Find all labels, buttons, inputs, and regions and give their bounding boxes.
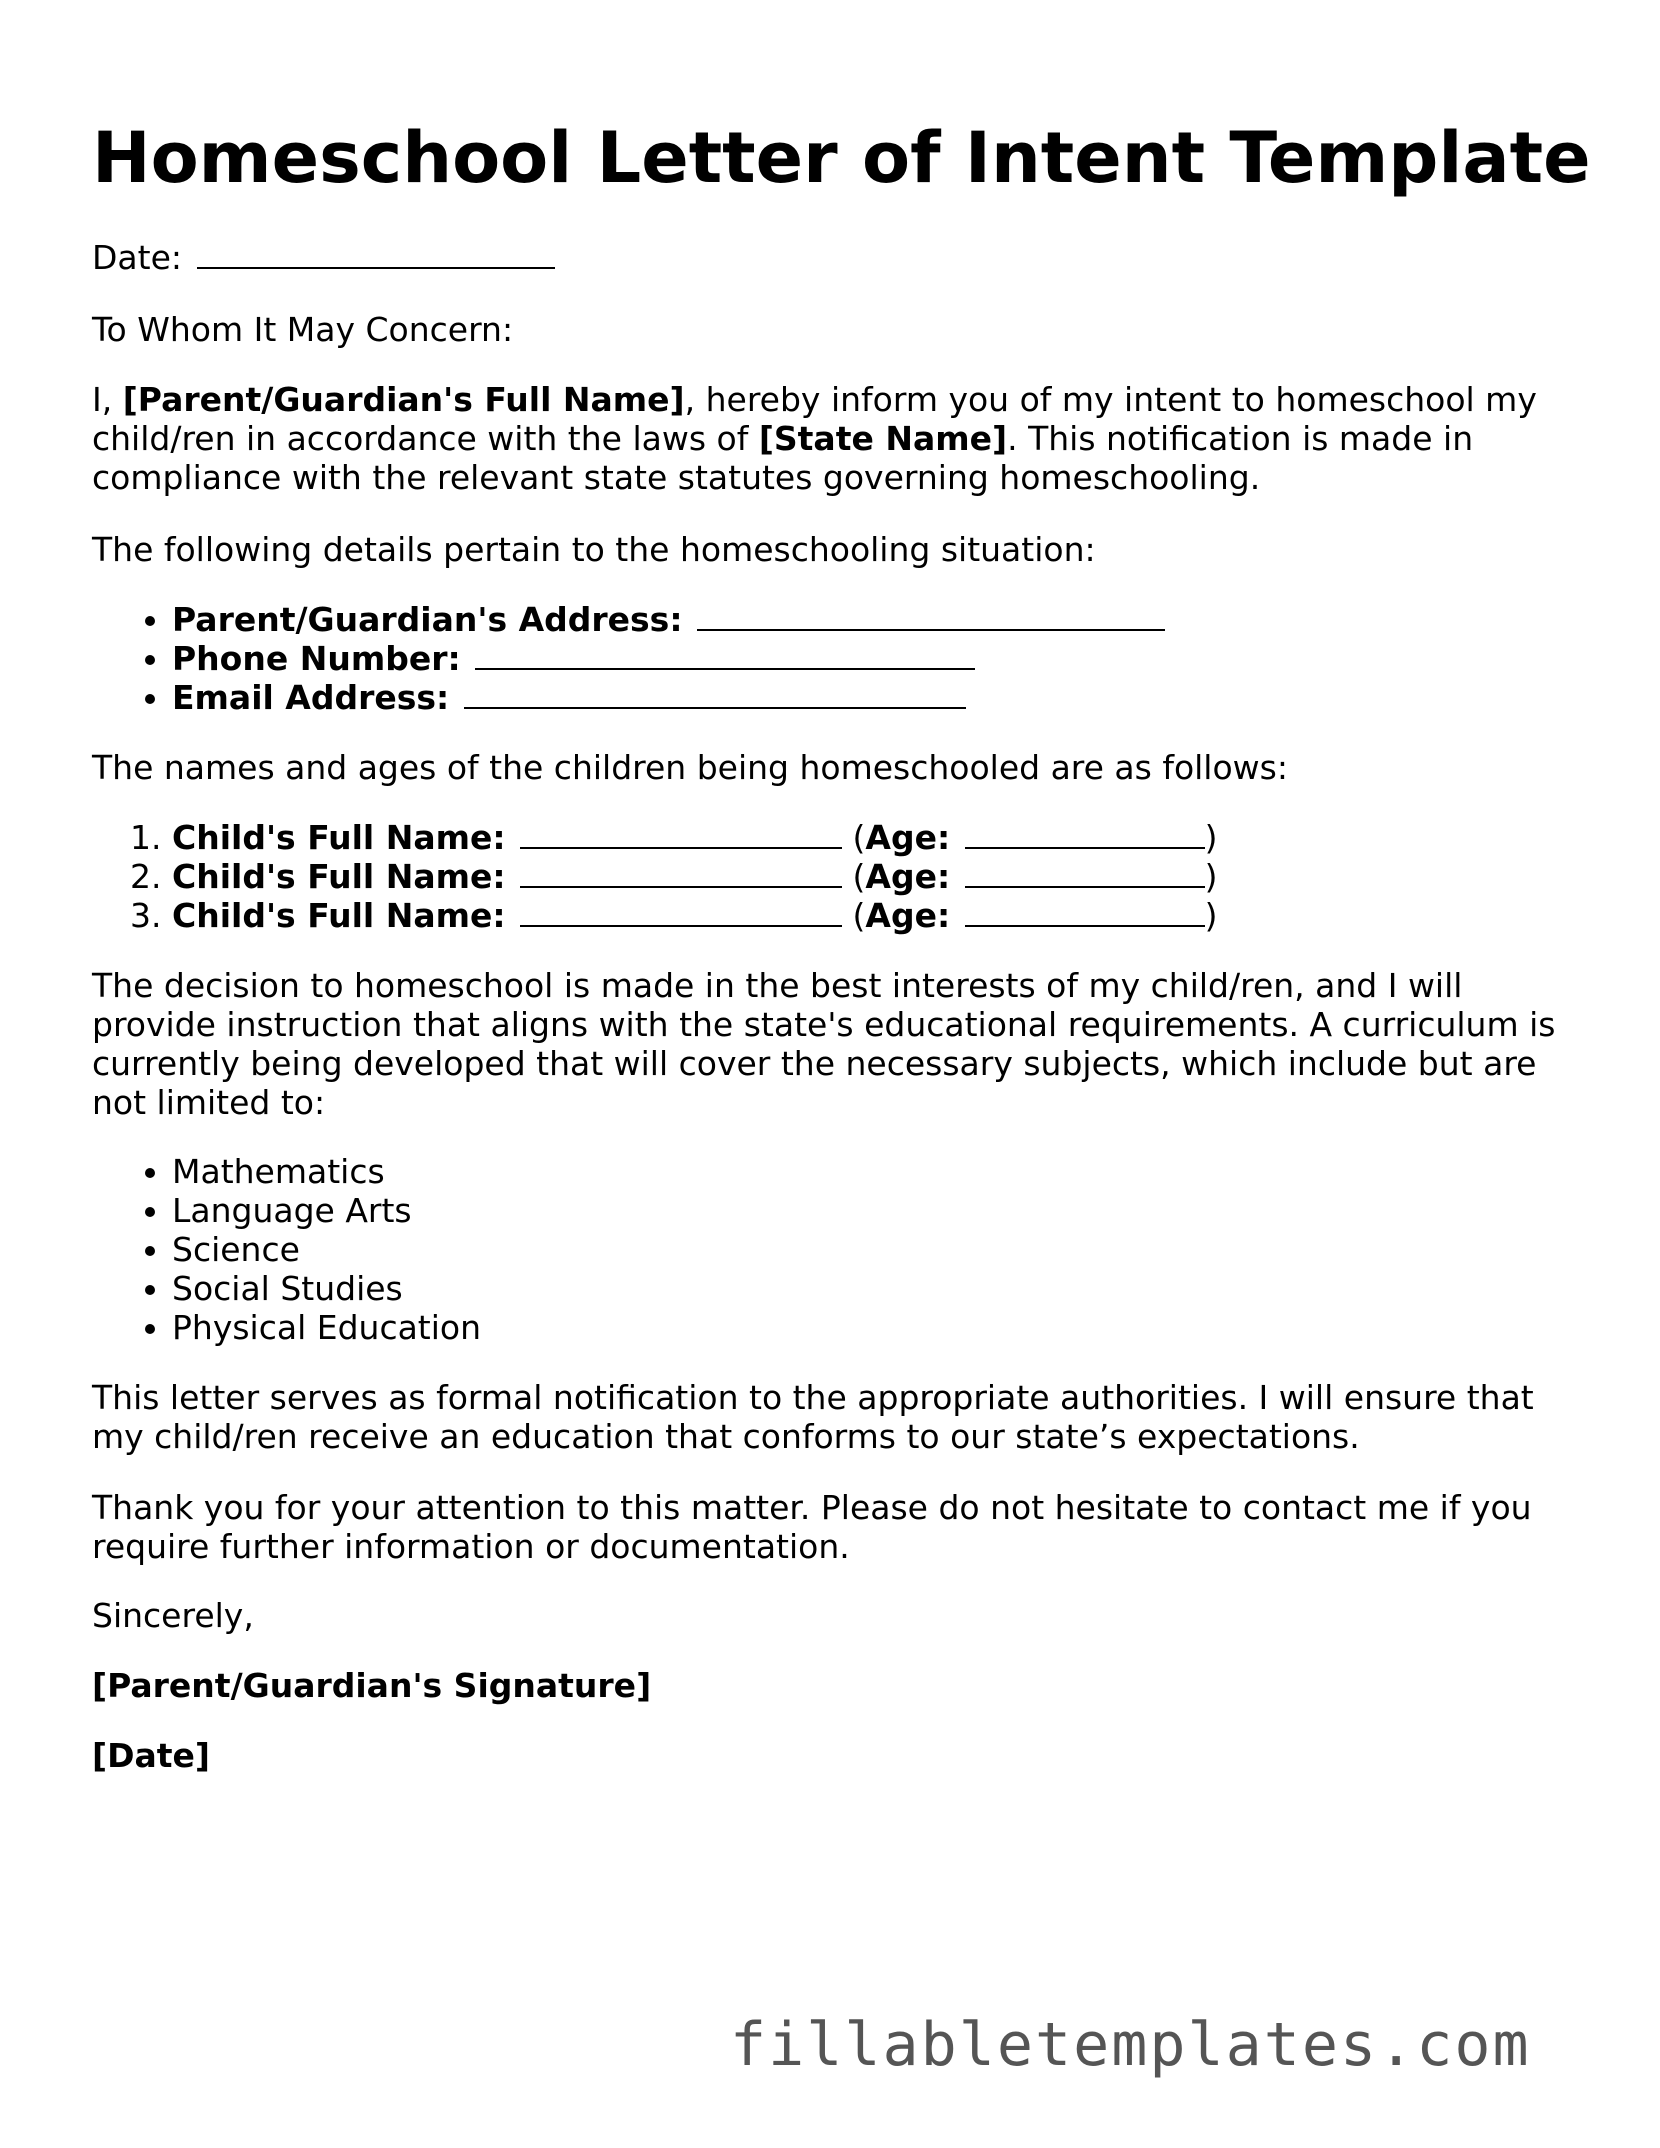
child-age-label: Age: xyxy=(865,818,951,857)
child-name-label: Child's Full Name: xyxy=(172,818,506,857)
detail-phone-label: Phone Number: xyxy=(172,639,461,678)
closing: Sincerely, xyxy=(92,1596,254,1635)
signature-date-placeholder: [Date] xyxy=(92,1736,210,1775)
detail-phone xyxy=(172,639,1652,678)
subject-item: • Physical Education xyxy=(172,1308,1652,1347)
details-list xyxy=(92,600,1652,717)
child-entry: 2. Child's Full Name: (Age: ) xyxy=(172,857,1652,896)
parent-name-placeholder: [Parent/Guardian's Full Name] xyxy=(122,380,685,419)
detail-email xyxy=(172,678,1652,717)
child-entry: 3. Child's Full Name: (Age: ) xyxy=(172,896,1652,935)
subjects-list xyxy=(92,1152,1652,1347)
signature-date-line xyxy=(92,1736,1572,1775)
address-blank[interactable] xyxy=(697,601,1165,631)
date-label: Date: xyxy=(92,238,182,277)
subject-item: • Science xyxy=(172,1230,1652,1269)
detail-email-label: Email Address: xyxy=(172,678,450,717)
subject-item: • Language Arts xyxy=(172,1191,1652,1230)
decision-paragraph: The decision to homeschool is made in the best interests of my child/ren, and I will provide instruction that aligns with the state's educational requirements. A curriculum is currently being developed that will cover the necessary subjects, which include but are not limited to: xyxy=(92,966,1556,1122)
phone-blank[interactable] xyxy=(475,640,975,670)
intro-text-2: , hereby inform you of my intent to homeschool my child/ren in accordance with the laws of xyxy=(92,380,1537,458)
detail-address xyxy=(172,600,1652,639)
child-age-blank[interactable] xyxy=(965,897,1205,927)
intro-text-1: I, xyxy=(92,380,123,419)
intro-paragraph xyxy=(92,380,1572,497)
page-title: Homeschool Letter of Intent Template xyxy=(92,117,1591,199)
state-name-placeholder: [State Name] xyxy=(758,419,1008,458)
child-name-blank[interactable] xyxy=(520,858,842,888)
subject-item: • Mathematics xyxy=(172,1152,1652,1191)
date-blank[interactable] xyxy=(197,239,555,269)
intro-text-3: . This notification is made in compliance with the relevant state statutes governing homeschooling. xyxy=(92,419,1474,497)
child-name-blank[interactable] xyxy=(520,897,842,927)
email-blank[interactable] xyxy=(464,679,966,709)
child-entry: 1. Child's Full Name: (Age: ) xyxy=(172,818,1652,857)
children-list xyxy=(92,818,1652,935)
child-age-label: Age: xyxy=(865,857,951,896)
thanks-paragraph: Thank you for your attention to this matter. Please do not hesitate to contact me if you require further information or documentation. xyxy=(92,1488,1532,1566)
details-intro: The following details pertain to the homeschooling situation: xyxy=(92,530,1096,569)
watermark: fillabletemplates.com xyxy=(730,2010,1531,2080)
child-age-label: Age: xyxy=(865,896,951,935)
child-name-label: Child's Full Name: xyxy=(172,857,506,896)
notification-paragraph: This letter serves as formal notification to the appropriate authorities. I will ensure that my child/ren receive an education that conforms to our state’s expectations. xyxy=(92,1378,1534,1456)
child-age-blank[interactable] xyxy=(965,819,1205,849)
subject-item: • Social Studies xyxy=(172,1269,1652,1308)
children-intro: The names and ages of the children being homeschooled are as follows: xyxy=(92,748,1288,787)
signature-line xyxy=(92,1666,1572,1705)
child-name-label: Child's Full Name: xyxy=(172,896,506,935)
salutation: To Whom It May Concern: xyxy=(92,310,514,349)
detail-address-label: Parent/Guardian's Address: xyxy=(172,600,683,639)
child-age-blank[interactable] xyxy=(965,858,1205,888)
signature-placeholder: [Parent/Guardian's Signature] xyxy=(92,1666,652,1705)
date-line xyxy=(92,238,1572,277)
child-name-blank[interactable] xyxy=(520,819,842,849)
